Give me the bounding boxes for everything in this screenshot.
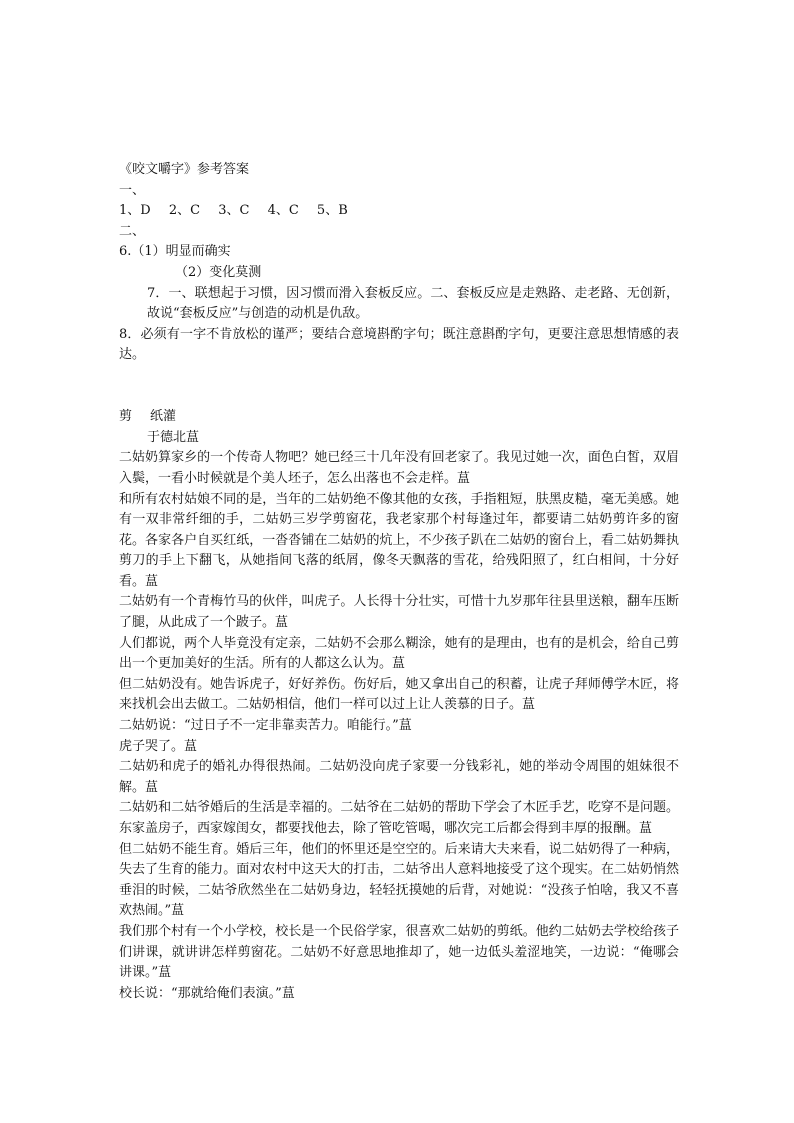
story-paragraph: 但二姑奶不能生育。婚后三年，他们的怀里还是空空的。后来请大夫来看，说二姑奶得了一种病，失去了生育的能力。面对农村中这天大的打击，二姑爷出人意料地接受了这个现实。在二姑奶悄然垂泪的时候，二姑爷欣然坐在二姑奶身边，轻轻抚摸她的后背，对她说：“没孩子怕啥，我又不喜欢热闹。”蒀 [119, 841, 679, 919]
answer-8: 8．必须有一字不肯放松的谨严；要结合意境斟酌字句；既注意斟酌字句，更要注意思想情感的表达。 [119, 326, 679, 363]
story-paragraph: 我们那个村有一个小学校，校长是一个民俗学家，很喜欢二姑奶的剪纸。他约二姑奶去学校给孩子们讲课，就讲讲怎样剪窗花。二姑奶不好意思地推却了，她一边低头羞涩地笑，一边说：“俺哪会讲课。”蒀 [119, 923, 679, 981]
story-paragraph: 二姑奶算家乡的一个传奇人物吧？她已经三十几年没有回老家了。我见过她一次，面色白皙，双眉入鬓，一看小时候就是个美人坯子，怎么出落也不会走样。蒀 [119, 450, 679, 486]
choice-answer: 4、C [267, 203, 299, 219]
section-one-heading: 一、 [119, 182, 146, 198]
story-paragraph: 二姑奶有一个青梅竹马的伙伴，叫虎子。人长得十分壮实，可惜十九岁那年往县里送粮，翻车压断了腿，从此成了一个跛子。蒀 [119, 594, 679, 631]
story-title-part: 纸灌 [150, 409, 177, 425]
choice-answer: 3、C [218, 203, 250, 219]
spacer [119, 366, 679, 387]
story-title [119, 407, 679, 428]
story-paragraph: 和所有农村姑娘不同的是，当年的二姑奶绝不像其他的女孩，手指粗短，肤黑皮糙，毫无美感。她有一双非常纤细的手，二姑奶三岁学剪窗花，我老家那个村每逢过年，都要请二姑奶剪许多的窗花。各家各户自买红纸，一沓沓铺在二姑奶的炕上，不少孩子趴在二姑奶的窗台上，看二姑奶舞执剪刀的手上下翻飞，从她指间飞落的纸屑，像冬天飘落的雪花，给残阳照了，红白相间，十分好看。蒀 [119, 491, 679, 589]
document-body [119, 160, 679, 1004]
choice-answer: 5、B [316, 203, 348, 219]
story-paragraph: 但二姑奶没有。她告诉虎子，好好养伤。伤好后，她又拿出自己的积蓄，让虎子拜师傅学木匠，将来找机会出去做工。二姑奶相信，他们一样可以过上让人羡慕的日子。蒀 [119, 676, 679, 713]
section-two-heading: 二、 [119, 223, 146, 239]
story-paragraph: 二姑奶和虎子的婚礼办得很热闹。二姑奶没向虎子家要一分钱彩礼，她的举动令周围的姐妹很不解。蒀 [119, 759, 679, 795]
story-author: 于德北蒀 [147, 429, 200, 445]
choice-answers [119, 201, 679, 222]
choice-answer: 2、C [168, 203, 201, 219]
answer-6-1: 6.（1）明显而确实 [119, 244, 231, 260]
answer-7: 7．一、联想起于习惯，因习惯而滑入套板反应。二、套板反应是走熟路、走老路、无创新，故说“套板反应”与创造的动机是仇敌。 [147, 285, 679, 322]
story-paragraph: 人们都说，两个人毕竟没有定亲，二姑奶不会那么糊涂，她有的是理由，也有的是机会，给自己剪出一个更加美好的生活。所有的人都这么认为。蒀 [119, 635, 679, 672]
story-paragraph: 二姑奶和二姑爷婚后的生活是幸福的。二姑爷在二姑奶的帮助下学会了木匠手艺，吃穿不是问题。东家盖房子，西家嫁闺女，都要找他去，除了管吃管喝，哪次完工后都会得到丰厚的报酬。蒀 [119, 800, 679, 836]
story-paragraph: 二姑奶说：“过日子不一定非靠卖苦力。咱能行。”蒀 [119, 718, 412, 734]
story-paragraph: 虎子哭了。蒀 [119, 738, 198, 754]
story-title-part: 剪 [119, 409, 133, 425]
story-paragraph: 校长说：“那就给俺们表演。”蒀 [119, 985, 295, 1001]
answers-title: 《咬文嚼字》参考答案 [119, 162, 250, 177]
choice-answer: 1、D [119, 203, 151, 219]
answer-6-2: （2）变化莫测 [175, 264, 262, 280]
spacer [119, 387, 679, 408]
